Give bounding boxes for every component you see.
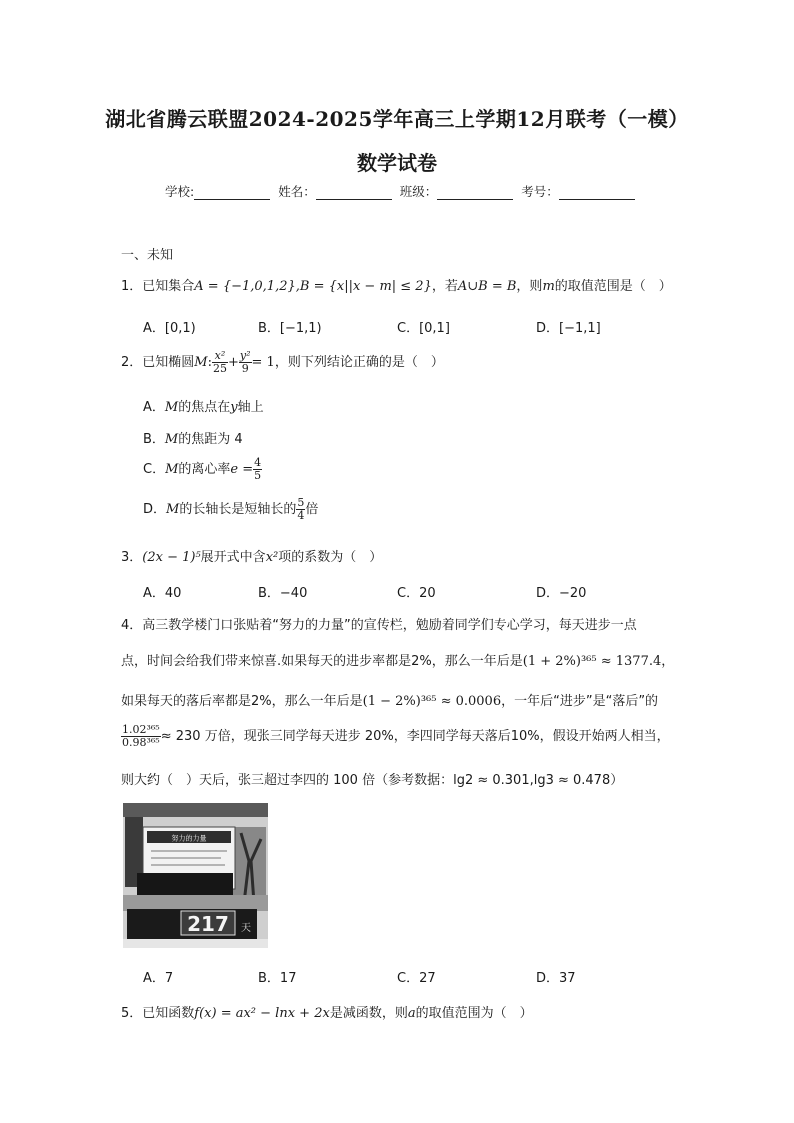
q3-option-a[interactable]: A．40 bbox=[143, 586, 182, 601]
q3-option-b[interactable]: B．−40 bbox=[258, 586, 308, 601]
student-info-row bbox=[165, 182, 639, 200]
q1-text-d: 的取值范围是（ ） bbox=[554, 279, 672, 294]
photo-ledge bbox=[123, 895, 268, 911]
question-2 bbox=[121, 350, 444, 375]
name-field[interactable] bbox=[316, 186, 392, 200]
q2-option-d[interactable]: D．M的长轴长是短轴长的 $\frac{5}{4}$ 倍 bbox=[143, 496, 319, 523]
q2-colon: : bbox=[207, 355, 212, 371]
q2-var: M bbox=[194, 355, 208, 371]
q1-text: 1．已知集合 bbox=[121, 279, 195, 294]
q2-fraction-x: $\frac{\text{x²}}{25}$ bbox=[212, 349, 227, 376]
q1-set-a: A = {−1,0,1,2} bbox=[194, 279, 296, 294]
photo-sign-text: 努力的力量 bbox=[171, 834, 207, 843]
q1-option-c[interactable]: C．[0,1] bbox=[397, 321, 450, 336]
q3-term: x² bbox=[265, 550, 279, 565]
q1-condition: A∪B = B bbox=[457, 279, 517, 294]
q4-option-c[interactable]: C．27 bbox=[397, 971, 436, 986]
q2-option-c[interactable]: C．M的离心率e = $\frac{4}{5}$ bbox=[143, 456, 262, 483]
q2-eccentricity-fraction: $\frac{4}{5}$ bbox=[254, 456, 262, 483]
class-label: 班级： bbox=[399, 184, 438, 199]
section-heading: 一、未知 bbox=[121, 248, 174, 263]
page-title: 湖北省腾云联盟2024-2025学年高三上学期12月联考（一模） bbox=[105, 107, 689, 131]
q2-ratio-fraction: $\frac{5}{4}$ bbox=[297, 496, 305, 523]
q4-option-a[interactable]: A．7 bbox=[143, 971, 174, 986]
q4-decline-expr: (1 − 2%)³⁶⁵ ≈ 0.0006 bbox=[362, 694, 502, 709]
number-label: 考号： bbox=[521, 184, 559, 199]
q3-option-d[interactable]: D．−20 bbox=[536, 586, 587, 601]
question-4-line-1: 4．高三教学楼门口张贴着“努力的力量”的宣传栏，勉励着同学们专心学习，每天进步一点 bbox=[121, 618, 637, 633]
name-label: 姓名： bbox=[278, 184, 316, 199]
q3-expression: (2x − 1)⁵ bbox=[142, 550, 201, 565]
class-field[interactable] bbox=[437, 186, 513, 200]
question-5: 5．已知函数f(x) = ax² − lnx + 2x是减函数，则a的取值范围为（ ） bbox=[121, 1006, 533, 1021]
q4-option-b[interactable]: B．17 bbox=[258, 971, 297, 986]
photo-days-count: 217 bbox=[187, 912, 229, 936]
q2-text-b: ，则下列结论正确的是（ ） bbox=[274, 355, 444, 371]
question-4-line-5: 则大约（ ）天后，张三超过李四的 100 倍（参考数据：lg2 ≈ 0.301,lg3 ≈ 0.478） bbox=[121, 773, 624, 788]
q1-option-d[interactable]: D．[−1,1] bbox=[536, 321, 601, 336]
q1-text-b: ，若 bbox=[431, 279, 458, 294]
number-field[interactable] bbox=[559, 186, 635, 200]
q4-option-d[interactable]: D．37 bbox=[536, 971, 576, 986]
school-field[interactable] bbox=[194, 186, 270, 200]
q5-var: a bbox=[407, 1006, 416, 1021]
q1-option-a[interactable]: A．[0,1) bbox=[143, 321, 196, 336]
photo-days-unit: 天 bbox=[241, 923, 251, 934]
q1-option-b[interactable]: B．[−1,1) bbox=[258, 321, 322, 336]
question-4-line-3: 如果每天的落后率都是2%，那么一年后是(1 − 2%)³⁶⁵ ≈ 0.0006，一年后“进步”是“落后”的 bbox=[121, 694, 659, 709]
q1-set-b: ,B = {x||x − m| ≤ 2} bbox=[295, 279, 432, 294]
q2-equals: = 1 bbox=[251, 355, 275, 371]
poster-photo bbox=[123, 803, 268, 948]
q2-plus: + bbox=[227, 355, 239, 371]
school-label: 学校: bbox=[165, 184, 195, 199]
q4-ratio-fraction: $\frac{\text{1.02³⁶⁵}}{\text{0.98³⁶⁵}}$ bbox=[122, 723, 160, 750]
question-4-line-4: $\frac{\text{1.02³⁶⁵}}{\text{0.98³⁶⁵}}$ ≈ 230 万倍，现张三同学每天进步 20%，李四同学每天落后10%，假设开始两人相当， bbox=[122, 723, 670, 750]
question-3: 3．(2x − 1)⁵展开式中含x²项的系数为（ ） bbox=[121, 550, 383, 565]
photo-bottom bbox=[123, 939, 268, 948]
q2-option-a[interactable]: A．M的焦点在y轴上 bbox=[143, 400, 264, 415]
q1-text-c: ，则 bbox=[516, 279, 543, 294]
question-1 bbox=[121, 275, 672, 294]
q4-growth-expr: (1 + 2%)³⁶⁵ ≈ 1377.4 bbox=[522, 654, 662, 669]
q2-fraction-y: $\frac{\text{y²}}{9}$ bbox=[239, 349, 251, 376]
q2-option-b[interactable]: B．M的焦距为 4 bbox=[143, 432, 243, 447]
page-subtitle: 数学试卷 bbox=[357, 151, 437, 175]
photo-top-band bbox=[123, 803, 268, 817]
question-4-line-2: 点，时间会给我们带来惊喜.如果每天的进步率都是2%，那么一年后是(1 + 2%)³⁶⁵ ≈ 1377.4， bbox=[121, 654, 675, 669]
q2-text: 2．已知椭圆 bbox=[121, 355, 195, 371]
q5-function: f(x) = ax² − lnx + 2x bbox=[194, 1006, 330, 1021]
q1-var: m bbox=[542, 279, 555, 294]
photo-dark-strip bbox=[137, 873, 233, 895]
q3-option-c[interactable]: C．20 bbox=[397, 586, 436, 601]
